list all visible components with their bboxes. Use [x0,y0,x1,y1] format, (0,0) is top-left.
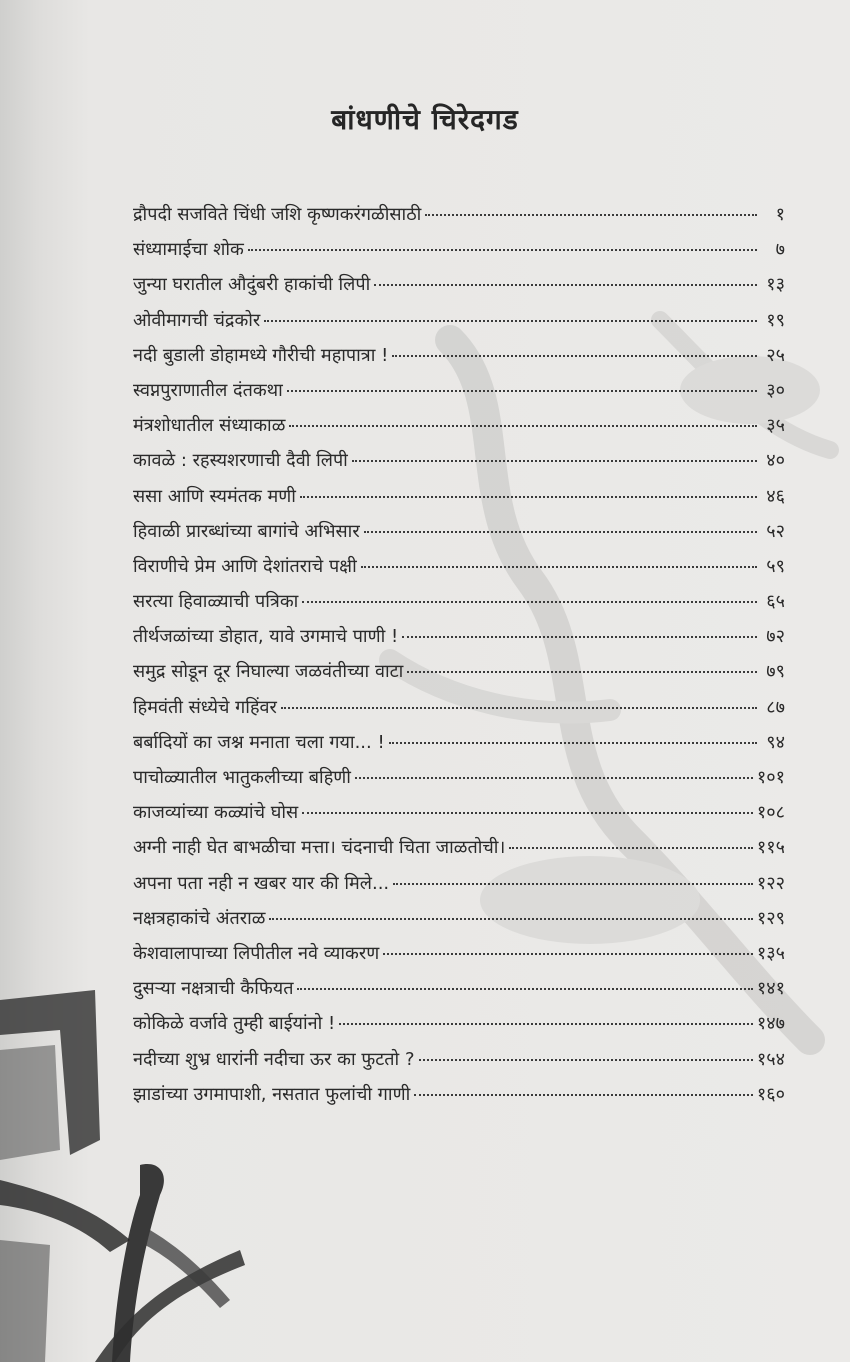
toc-entry [133,1077,785,1112]
toc-dot-leader [281,707,757,709]
toc-entry-page-number: १४७ [756,1013,785,1035]
toc-entry [133,654,785,689]
toc-dot-leader [287,390,757,392]
toc-dot-leader [352,460,757,462]
toc-entry-page-number: १६० [756,1083,785,1105]
toc-entry-page-number: ४६ [766,485,785,507]
toc-dot-leader [364,531,757,533]
toc-entry [133,1042,785,1077]
toc-entry [133,443,785,478]
toc-entry-title: स्वप्नपुराणातील दंतकथा [133,379,283,401]
toc-dot-leader [302,812,753,814]
toc-entry-title: समुद्र सोडून दूर निघाल्या जळवंतीच्या वाटा [133,661,404,683]
toc-entry-title: जुन्या घरातील औदुंबरी हाकांची लिपी [133,274,371,296]
toc-entry-page-number: १०१ [756,767,785,788]
toc-entry [133,760,785,795]
toc-dot-leader [297,988,752,990]
toc-entry [133,267,785,302]
toc-entry-page-number: १३५ [756,942,785,964]
toc-entry-page-number: १२२ [756,872,785,894]
toc-entry-title: तीर्थजळांच्या डोहात, यावे उगमाचे पाणी ! [133,626,399,648]
toc-entry-title: ओवीमागची चंद्रकोर [133,309,261,331]
toc-entry-page-number: २५ [766,344,785,366]
toc-entry-title: अग्नी नाही घेत बाभळीचा मत्ता। चंदनाची चिता जाळतोची। [133,837,506,859]
toc-dot-leader [248,249,757,251]
toc-entry [133,690,785,725]
toc-entry-page-number: ३५ [766,415,785,437]
toc-entry [133,338,785,373]
toc-dot-leader [355,777,753,779]
toc-entry-page-number: १ [775,204,785,225]
toc-entry-title: विराणीचे प्रेम आणि देशांतराचे पक्षी [133,555,357,577]
toc-dot-leader [425,214,757,216]
toc-entry [133,232,785,267]
toc-entry-title: अपना पता नही न खबर यार की मिले... [133,872,390,894]
toc-entry-title: मंत्रशोधातील संध्याकाळ [133,415,286,437]
toc-entry-page-number: ९४ [766,731,785,753]
toc-entry-page-number: ८७ [766,696,785,718]
toc-entry-title: झाडांच्या उगमापाशी, नसतात फुलांची गाणी [133,1083,411,1105]
toc-entry-title: कोकिळे वर्जावे तुम्ही बाईयांनो ! [133,1013,336,1035]
toc-entry [133,373,785,408]
toc-dot-leader [402,636,757,638]
toc-entry-title: काजव्यांच्या कळ्यांचे घोस [133,802,299,824]
toc-entry-title: कावळे : रहस्यशरणाची दैवी लिपी [133,450,348,472]
toc-entry-title: द्रौपदी सजविते चिंधी जशि कृष्णकरंगळीसाठी [133,204,422,225]
toc-entry-title: संध्यामाईचा शोक [133,239,244,261]
toc-dot-leader [264,320,757,322]
toc-entry-page-number: १३ [766,274,785,296]
toc-entry-title: नक्षत्रहाकांचे अंतराळ [133,907,266,929]
toc-entry [133,936,785,971]
toc-dot-leader [419,1059,753,1061]
toc-dot-leader [383,953,753,955]
toc-entry-title: दुसऱ्या नक्षत्राची कैफियत [133,978,294,1000]
toc-entry [133,619,785,654]
toc-entry-title: हिवाळी प्रारब्धांच्या बागांचे अभिसार [133,520,360,542]
toc-dot-leader [302,601,757,603]
toc-entry-page-number: ७९ [766,661,785,683]
toc-entry-page-number: १०८ [756,802,785,824]
toc-entry-page-number: १९ [766,309,785,331]
toc-dot-leader [374,284,757,286]
toc-entry [133,901,785,936]
toc-entry [133,725,785,760]
toc-dot-leader [414,1094,753,1096]
toc-entry-page-number: १५४ [756,1048,785,1070]
toc-entry [133,584,785,619]
toc-entry [133,549,785,584]
toc-entry-page-number: १२९ [756,907,785,929]
toc-entry-page-number: १४१ [756,978,785,1000]
toc-entry [133,408,785,443]
toc-entry-title: हिमवंती संध्येचे गहिंवर [133,696,277,718]
toc-entry [133,866,785,901]
toc-entry-page-number: ५२ [766,520,785,542]
toc-dot-leader [393,883,753,885]
toc-entry-title: नदी बुडाली डोहामध्ये गौरीची महापात्रा ! [133,344,389,366]
toc-entry-title: पाचोळ्यातील भातुकलीच्या बहिणी [133,767,351,788]
toc-entry-page-number: ७ [775,239,785,261]
toc-dot-leader [300,496,757,498]
toc-dot-leader [389,742,757,744]
toc-entry-title: सरत्या हिवाळ्याची पत्रिका [133,591,299,613]
toc-entry-page-number: ७२ [766,626,785,648]
toc-entry-title: केशवालापाच्या लिपीतील नवे व्याकरण [133,942,380,964]
toc-dot-leader [269,918,753,920]
toc-dot-leader [361,566,757,568]
toc-dot-leader [407,671,757,673]
toc-entry-title: ससा आणि स्यमंतक मणी [133,485,296,507]
toc-entry [133,197,785,232]
toc-entry [133,479,785,514]
toc-entry-page-number: ४० [766,450,785,472]
toc-entry-title: बर्बादियों का जश्न मनाता चला गया... ! [133,731,385,753]
toc-dot-leader [289,425,757,427]
toc-entry-page-number: ११५ [756,837,785,859]
toc-entry [133,971,785,1006]
toc-entry [133,795,785,830]
toc-entry [133,830,785,865]
toc-entry [133,1006,785,1041]
toc-entry-page-number: ६५ [766,591,785,613]
toc-entry-title: नदीच्या शुभ्र धारांनी नदीचा ऊर का फुटतो ? [133,1048,415,1070]
toc-dot-leader [509,847,753,849]
table-of-contents [133,197,785,1112]
toc-dot-leader [392,355,757,357]
toc-dot-leader [339,1023,753,1025]
toc-entry [133,303,785,338]
toc-entry-page-number: ५९ [766,555,785,577]
page-title: बांधणीचे चिरेदगड [331,103,519,136]
toc-entry [133,514,785,549]
toc-entry-page-number: ३० [766,379,785,401]
